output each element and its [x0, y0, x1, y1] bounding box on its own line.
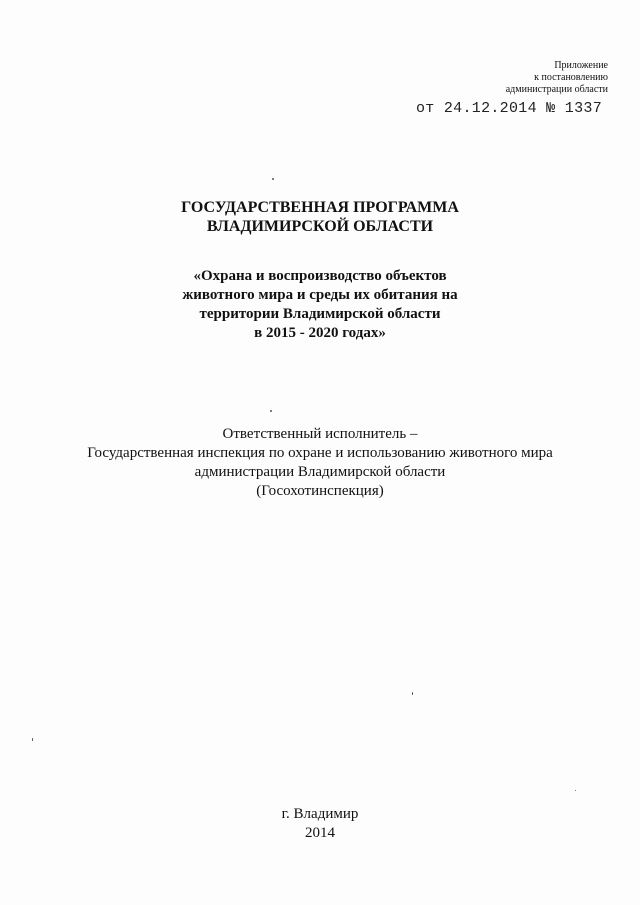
city: г. Владимир	[281, 806, 359, 822]
program-name-line-3: территории Владимирской области	[199, 306, 441, 322]
scan-speck	[412, 692, 413, 695]
executor-abbreviation: (Госохотинспекция)	[256, 483, 384, 499]
annex-block	[388, 60, 608, 96]
scan-speck	[272, 178, 274, 180]
annex-label: Приложение	[554, 60, 608, 71]
scan-speck	[270, 410, 272, 412]
document-title	[0, 198, 640, 236]
program-name-line-4: в 2015 - 2020 годах»	[254, 325, 386, 341]
scan-speck	[575, 790, 576, 791]
executor-label: Ответственный исполнитель –	[222, 426, 418, 442]
title-line-2: ВЛАДИМИРСКОЙ ОБЛАСТИ	[206, 218, 434, 235]
place-and-year	[0, 805, 640, 843]
title-line-1: ГОСУДАРСТВЕННАЯ ПРОГРАММА	[181, 199, 459, 216]
annex-authority: администрации области	[505, 84, 608, 95]
program-name-line-1: «Охрана и воспроизводство объектов	[193, 268, 447, 284]
annex-date-number: от 24.12.2014 № 1337	[415, 100, 602, 117]
executor-name-line-2: администрации Владимирской области	[194, 464, 446, 480]
annex-resolution: к постановлению	[534, 72, 608, 83]
program-name-line-2: животного мира и среды их обитания на	[182, 287, 458, 303]
responsible-executor	[0, 425, 640, 501]
program-name	[0, 267, 640, 343]
scan-speck	[32, 738, 33, 741]
year: 2014	[305, 825, 335, 841]
executor-name-line-1: Государственная инспекция по охране и использованию животного мира	[87, 445, 553, 461]
